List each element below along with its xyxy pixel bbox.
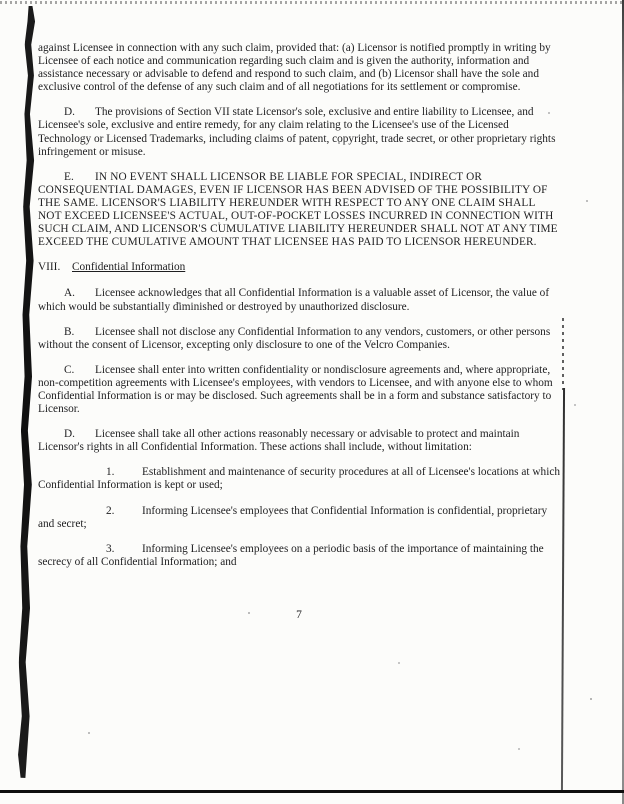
scan-binding-bar-artifact xyxy=(18,6,37,778)
clause-vii-d-label: D. xyxy=(64,106,75,119)
page-number: 7 xyxy=(296,608,302,621)
clause-viii-b xyxy=(38,326,560,352)
action-item-1 xyxy=(38,466,560,492)
action-item-3-text: Informing Licensee's employees on a periodic basis of the importance of maintaining the secrecy of all Confidential Information; and xyxy=(38,542,544,568)
clause-vii-e-label: E. xyxy=(64,170,75,183)
action-item-2 xyxy=(38,505,560,531)
clause-viii-b-text: Licensee shall not disclose any Confidential Information to any vendors, customers, or other persons without the consent of Licensor, excepting only disclosure to one of the Velcro Companies. xyxy=(38,325,551,351)
section-viii-title: Confidential Information xyxy=(72,261,186,274)
action-item-3 xyxy=(38,543,560,569)
paragraph-claim-continuation: against Licensee in connection with any such claim, provided that: (a) Licensor is notified promptly in writing by Licensee of each notice and communication regarding such claim and is given the authority, information and assistance necessary or advisable to defend and respond to such claim, and (b) Licensor shall have the sole and exclusive control of the defense of any such claim and of all negotiations for its settlement or compromise. xyxy=(38,42,551,94)
clause-viii-d xyxy=(38,428,560,454)
clause-vii-e xyxy=(38,171,560,250)
clause-viii-a-text: Licensee acknowledges that all Confidential Information is a valuable asset of Licensor, the value of which would be substantially diminished or destroyed by unauthorized disclosure. xyxy=(38,287,550,313)
action-item-3-label: 3. xyxy=(106,542,115,555)
clause-viii-c xyxy=(38,364,560,416)
clause-viii-c-label: C. xyxy=(64,363,75,376)
clause-viii-a xyxy=(38,287,560,313)
section-viii-number: VIII. xyxy=(38,261,61,274)
clause-vii-e-text: IN NO EVENT SHALL LICENSOR BE LIABLE FOR SPECIAL, INDIRECT OR CONSEQUENTIAL DAMAGES, EVEN IF LICENSOR HAS BEEN ADVISED OF THE POSSIBILITY OF THE SAME. LICENSOR'S LIABILITY HEREUNDER WITH RESPECT TO ANY ONE CLAIM SHALL NOT EXCEED LICENSEE'S ACTUAL, OUT-OF-POCKET LOSSES INCURRED IN CONNECTION WITH SUCH CLAIM, AND LICENSOR'S CUMULATIVE LIABILITY HEREUNDER SHALL NOT AT ANY TIME EXCEED THE CUMULATIVE AMOUNT THAT LICENSEE HAS PAID TO LICENSOR HEREUNDER. xyxy=(38,170,558,249)
clause-viii-a-label: A. xyxy=(64,287,75,300)
clause-viii-d-label: D. xyxy=(64,428,75,441)
action-item-2-label: 2. xyxy=(106,504,115,517)
clause-vii-d-text: The provisions of Section VII state Licensor's sole, exclusive and entire liability to Licensee, and Licensee's sole, exclusive and entire remedy, for any claim relating to the Licensee's use of the Licensed Technology or Licensed Trademarks, including claims of patent, copyright, trade secret, or other proprietary rights infringement or misuse. xyxy=(38,106,556,158)
action-item-1-text: Establishment and maintenance of security procedures at all of Licensee's locations at which Confidential Information is kept or used; xyxy=(38,466,560,492)
clause-vii-d xyxy=(38,106,560,158)
scan-top-edge-artifact xyxy=(0,1,624,4)
clause-viii-c-text: Licensee shall enter into written confidentiality or nondisclosure agreements and, where appropriate, non-competition agreements with Licensee's employees, with vendors to Licensee, and with anyone else to whom Confidential Information is or may be disclosed. Such agreements shall be in a form and substance satisfactory to Licensor. xyxy=(38,363,553,416)
scan-vertical-dotted-line-artifact xyxy=(562,318,564,390)
clause-viii-b-label: B. xyxy=(64,325,75,338)
scan-bottom-edge-artifact xyxy=(0,790,624,793)
document-body xyxy=(38,42,560,622)
section-viii-heading xyxy=(38,261,560,274)
scan-vertical-line-artifact xyxy=(561,388,565,790)
clause-viii-d-text: Licensee shall take all other actions reasonably necessary or advisable to protect and maintain Licensor's rights in all Confidential Information. These actions shall include, without limitation: xyxy=(38,428,520,454)
action-item-2-text: Informing Licensee's employees that Confidential Information is confidential, proprietary and secret; xyxy=(38,504,548,530)
action-item-1-label: 1. xyxy=(106,466,115,479)
